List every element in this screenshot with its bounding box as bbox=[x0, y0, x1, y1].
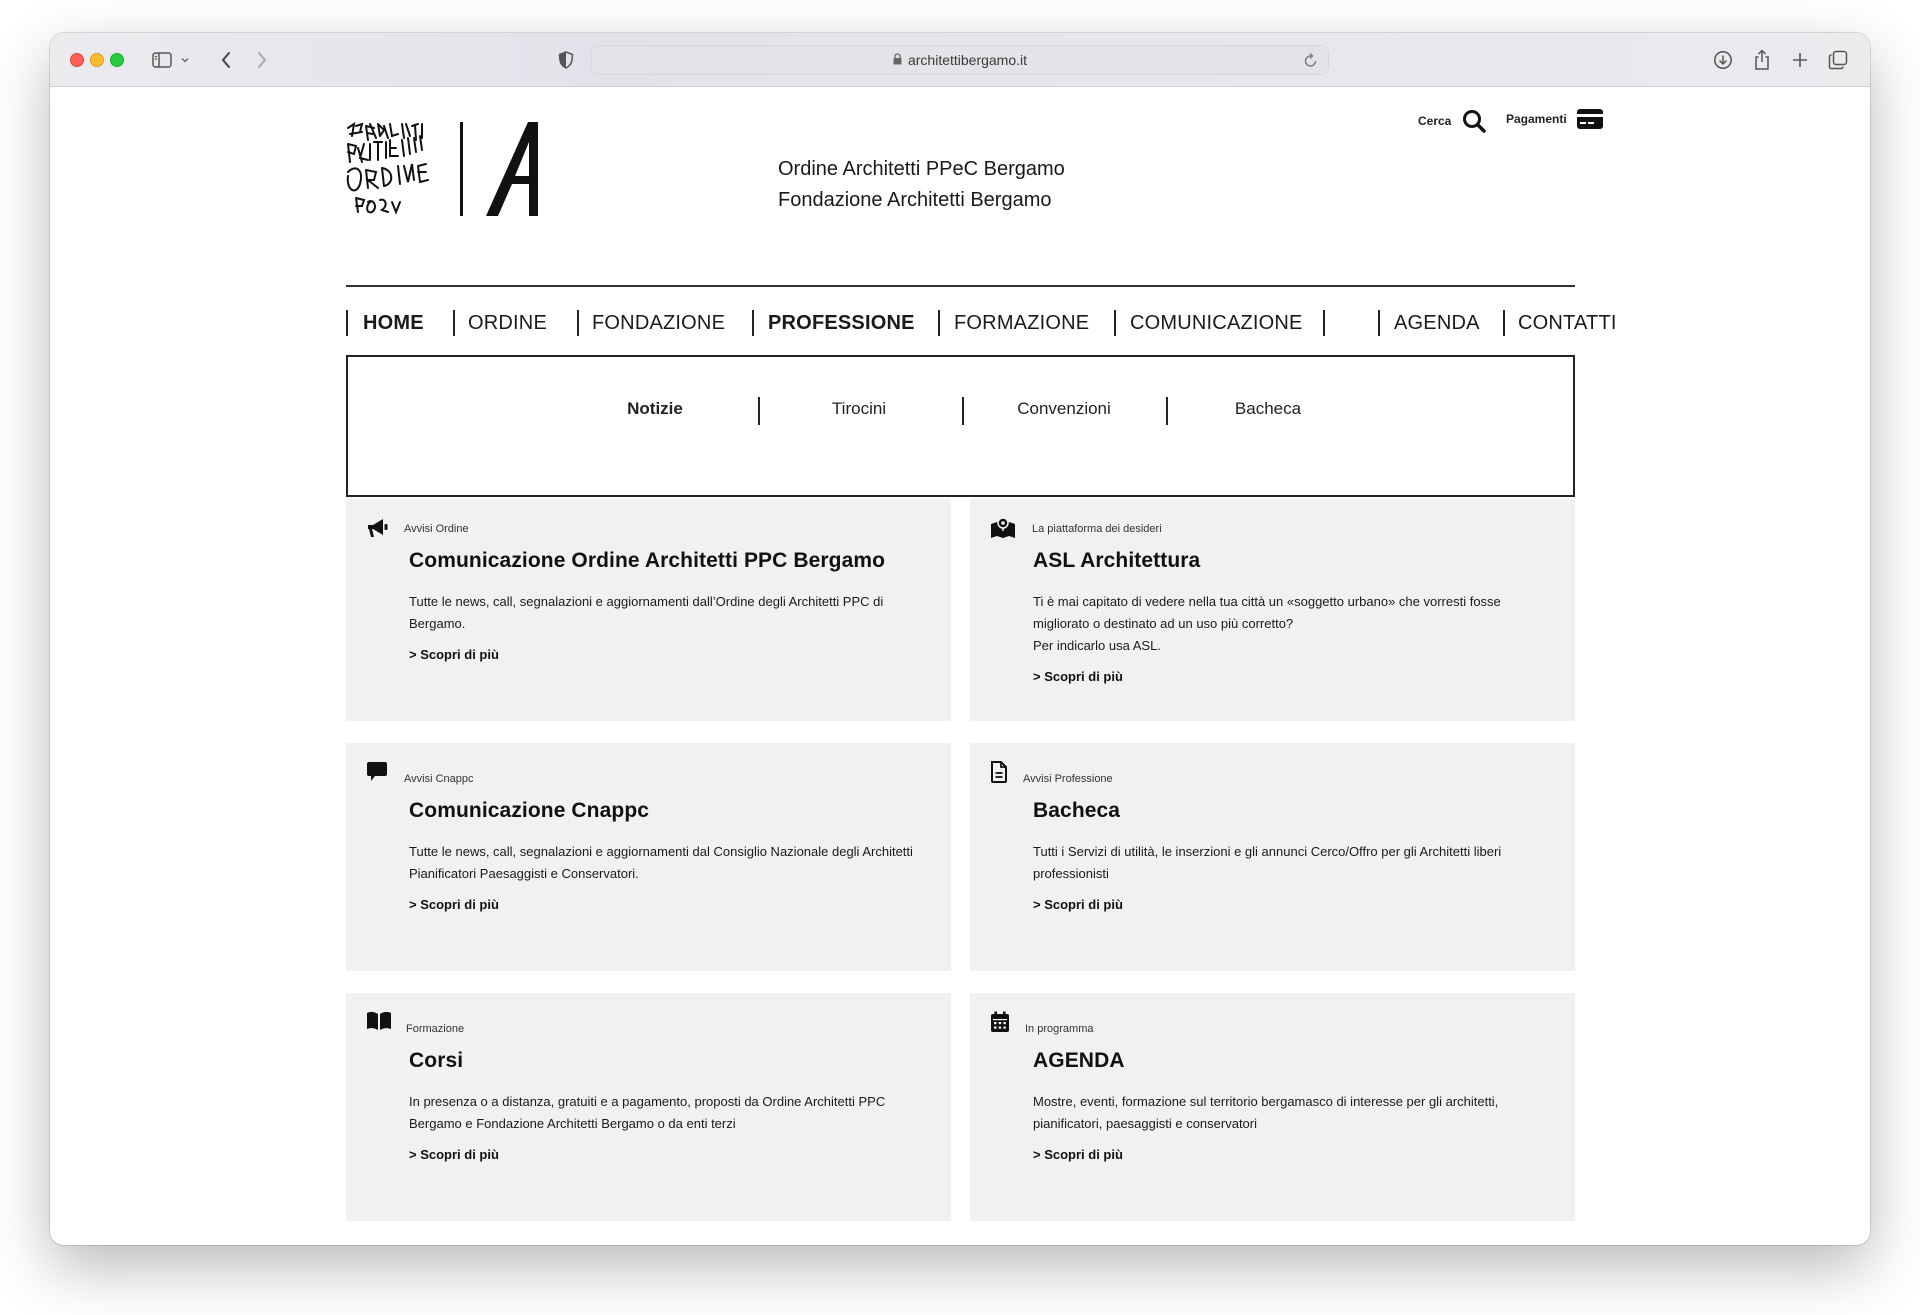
read-more-link[interactable]: > Scopri di più bbox=[409, 897, 499, 912]
nav-item-fondazione[interactable]: FONDAZIONE bbox=[592, 312, 726, 334]
subnav-separator bbox=[1166, 397, 1168, 425]
news-card[interactable] bbox=[970, 743, 1575, 971]
browser-window bbox=[50, 33, 1870, 1245]
card-title[interactable]: Comunicazione Cnappc bbox=[409, 799, 650, 822]
nav-separator bbox=[346, 310, 348, 336]
card-description: Mostre, eventi, formazione sul territorio bergamasco di interesse per gli architetti, pianificatori, paesaggisti e conservatori bbox=[1033, 1094, 1499, 1131]
nav-item-professione[interactable]: PROFESSIONE bbox=[768, 312, 915, 334]
read-more-link[interactable]: > Scopri di più bbox=[1033, 1147, 1123, 1162]
back-arrow-icon[interactable] bbox=[216, 48, 236, 72]
card-title[interactable]: AGENDA bbox=[1033, 1049, 1125, 1072]
search-label: Cerca bbox=[1418, 114, 1452, 128]
org-line-ordine: Ordine Architetti PPeC Bergamo bbox=[778, 158, 1065, 180]
site-logo[interactable] bbox=[346, 122, 546, 218]
sidebar-icon[interactable] bbox=[150, 48, 174, 72]
subnav-item-bacheca[interactable]: Bacheca bbox=[1234, 399, 1302, 418]
read-more-link[interactable]: > Scopri di più bbox=[1033, 669, 1123, 684]
nav-item-formazione[interactable]: FORMAZIONE bbox=[954, 312, 1090, 334]
web-page bbox=[50, 88, 1870, 1245]
news-card[interactable] bbox=[346, 993, 951, 1221]
chevron-down-icon[interactable] bbox=[178, 48, 192, 72]
card-category: La piattaforma dei desideri bbox=[1032, 523, 1162, 535]
map-marker-icon bbox=[990, 517, 1016, 541]
nav-separator bbox=[1503, 310, 1505, 336]
nav-item-home[interactable]: HOME bbox=[363, 312, 424, 334]
subnav-item-convenzioni[interactable]: Convenzioni bbox=[1017, 399, 1111, 418]
read-more-link[interactable]: > Scopri di più bbox=[1033, 897, 1123, 912]
nav-item-contatti[interactable]: CONTATTI bbox=[1518, 312, 1617, 334]
card-category: Avvisi Cnappc bbox=[404, 773, 474, 785]
card-category: Avvisi Professione bbox=[1023, 773, 1113, 785]
news-card[interactable] bbox=[346, 499, 951, 721]
document-icon bbox=[990, 761, 1014, 785]
zoom-window-button[interactable] bbox=[110, 53, 124, 67]
nav-item-comunicazione[interactable]: COMUNICAZIONE bbox=[1130, 312, 1303, 334]
speech-bubble-icon bbox=[366, 761, 390, 785]
card-category: Avvisi Ordine bbox=[404, 523, 469, 535]
card-title[interactable]: Corsi bbox=[409, 1049, 464, 1072]
minimize-window-button[interactable] bbox=[90, 53, 104, 67]
share-icon[interactable] bbox=[1750, 48, 1774, 72]
nav-separator bbox=[1378, 310, 1380, 336]
address-bar[interactable] bbox=[591, 45, 1329, 75]
subnav-item-notizie[interactable]: Notizie bbox=[627, 399, 683, 418]
news-card[interactable] bbox=[970, 993, 1575, 1221]
subnav-separator bbox=[758, 397, 760, 425]
nav-separator bbox=[1323, 310, 1325, 336]
subnav-separator bbox=[962, 397, 964, 425]
card-description bbox=[1033, 591, 1558, 657]
forward-arrow-icon[interactable] bbox=[252, 48, 272, 72]
shield-icon[interactable] bbox=[556, 48, 576, 72]
search-icon bbox=[1461, 108, 1487, 134]
payments-link[interactable] bbox=[1506, 108, 1603, 130]
megaphone-icon bbox=[366, 517, 390, 541]
card-description: Tutte le news, call, segnalazioni e aggiornamenti dall’Ordine degli Architetti PPC di Bergamo. bbox=[409, 594, 884, 631]
download-icon[interactable] bbox=[1711, 48, 1735, 72]
sub-navigation bbox=[346, 355, 1575, 497]
nav-separator bbox=[752, 310, 754, 336]
read-more-link[interactable]: > Scopri di più bbox=[409, 1147, 499, 1162]
card-description-text: Ti è mai capitato di vedere nella tua città un «soggetto urbano» che vorresti fosse migliorato o destinato ad un uso più corretto? bbox=[1033, 594, 1501, 631]
credit-card-icon bbox=[1577, 108, 1603, 130]
org-line-fondazione: Fondazione Architetti Bergamo bbox=[778, 189, 1052, 211]
calendar-icon bbox=[990, 1011, 1014, 1035]
open-book-icon bbox=[366, 1011, 390, 1035]
card-description-text: Per indicarlo usa ASL. bbox=[1033, 638, 1161, 653]
main-navigation bbox=[346, 308, 1617, 338]
lock-icon bbox=[893, 52, 902, 68]
read-more-link[interactable]: > Scopri di più bbox=[409, 647, 499, 662]
nav-separator bbox=[1114, 310, 1116, 336]
url-text: architettibergamo.it bbox=[907, 52, 1028, 68]
news-card[interactable] bbox=[346, 743, 951, 971]
card-description: Tutti i Servizi di utilità, le inserzioni e gli annunci Cerco/Offro per gli Architetti liberi professionisti bbox=[1033, 844, 1502, 881]
card-title[interactable]: Comunicazione Ordine Architetti PPC Bergamo bbox=[409, 549, 886, 572]
card-description: Tutte le news, call, segnalazioni e aggiornamenti dal Consiglio Nazionale degli Architetti Pianificatori Paesaggisti e Conservatori. bbox=[409, 844, 913, 881]
subnav-item-tirocini[interactable]: Tirocini bbox=[831, 399, 887, 418]
nav-separator bbox=[453, 310, 455, 336]
browser-toolbar bbox=[50, 33, 1870, 87]
nav-separator bbox=[938, 310, 940, 336]
header-divider bbox=[346, 285, 1575, 287]
organization-names bbox=[778, 154, 1065, 216]
card-category: In programma bbox=[1025, 1023, 1094, 1035]
nav-item-agenda[interactable]: AGENDA bbox=[1394, 312, 1480, 334]
card-description: In presenza o a distanza, gratuiti e a pagamento, proposti da Ordine Architetti PPC Bergamo e Fondazione Architetti Bergamo o da enti terzi bbox=[409, 1094, 886, 1131]
payments-label: Pagamenti bbox=[1506, 112, 1567, 126]
card-category: Formazione bbox=[406, 1023, 465, 1035]
nav-separator bbox=[577, 310, 579, 336]
card-title[interactable]: ASL Architettura bbox=[1033, 549, 1201, 572]
reload-icon[interactable] bbox=[1304, 52, 1318, 71]
news-card[interactable] bbox=[970, 499, 1575, 721]
card-title[interactable]: Bacheca bbox=[1033, 799, 1121, 822]
close-window-button[interactable] bbox=[70, 53, 84, 67]
nav-item-ordine[interactable]: ORDINE bbox=[468, 312, 547, 334]
tab-overview-icon[interactable] bbox=[1826, 48, 1850, 72]
search-link[interactable] bbox=[1418, 108, 1487, 134]
new-tab-icon[interactable] bbox=[1788, 48, 1812, 72]
